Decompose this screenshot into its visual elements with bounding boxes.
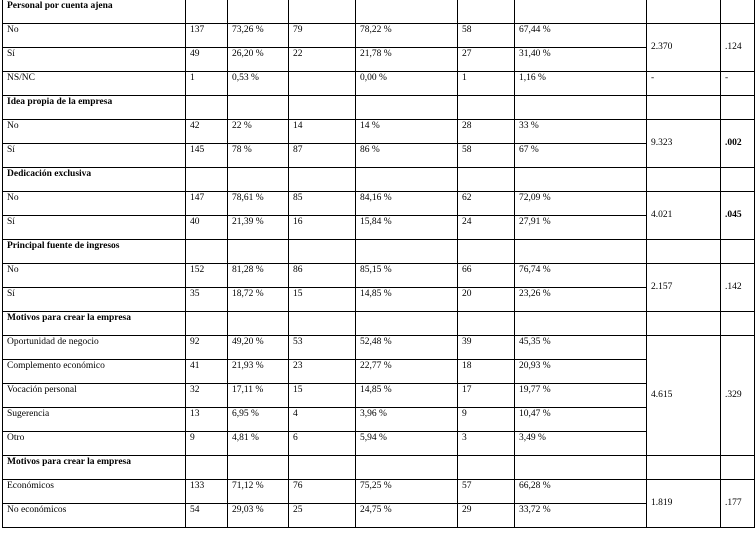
count-group-2: 28 [458, 120, 515, 144]
empty-cell [356, 0, 458, 24]
empty-cell [228, 96, 289, 120]
count-group-1: 15 [289, 288, 356, 312]
p-value: .177 [721, 480, 755, 528]
count-total: 54 [186, 504, 228, 528]
row-label: Oportunidad de negocio [3, 336, 186, 360]
table-row [3, 408, 755, 432]
empty-cell [186, 0, 228, 24]
p-value: .045 [721, 192, 755, 240]
row-label: No [3, 120, 186, 144]
table-body [3, 0, 755, 528]
percent-group-1: 85,15 % [356, 264, 458, 288]
count-total: 32 [186, 384, 228, 408]
percent-group-2: 10,47 % [515, 408, 647, 432]
chi-square-value: 9.323 [647, 120, 721, 168]
percent-total: 18,72 % [228, 288, 289, 312]
row-label: No [3, 24, 186, 48]
row-label: Sí [3, 216, 186, 240]
empty-cell [458, 456, 515, 480]
table-row [3, 48, 755, 72]
p-value: .142 [721, 264, 755, 312]
percent-group-2: 66,28 % [515, 480, 647, 504]
row-label: Sí [3, 288, 186, 312]
percent-group-1: 78,22 % [356, 24, 458, 48]
percent-total: 29,03 % [228, 504, 289, 528]
p-value: .002 [721, 120, 755, 168]
count-group-2: 62 [458, 192, 515, 216]
empty-cell [647, 456, 721, 480]
empty-cell [186, 312, 228, 336]
section-title: Idea propia de la empresa [3, 96, 186, 120]
percent-group-2: 33,72 % [515, 504, 647, 528]
section-header-row [3, 240, 755, 264]
empty-cell [515, 240, 647, 264]
percent-total: 4,81 % [228, 432, 289, 456]
count-group-1: 87 [289, 144, 356, 168]
row-label: No [3, 264, 186, 288]
count-total: 13 [186, 408, 228, 432]
row-label: No económicos [3, 504, 186, 528]
empty-cell [721, 0, 755, 24]
empty-cell [186, 96, 228, 120]
percent-total: 71,12 % [228, 480, 289, 504]
table-row [3, 336, 755, 360]
count-group-1: 25 [289, 504, 356, 528]
count-total: 42 [186, 120, 228, 144]
row-label: Otro [3, 432, 186, 456]
percent-group-1: 52,48 % [356, 336, 458, 360]
section-title: Dedicación exclusiva [3, 168, 186, 192]
section-header-row [3, 168, 755, 192]
empty-cell [228, 0, 289, 24]
statistics-table [2, 0, 755, 528]
count-group-1: 53 [289, 336, 356, 360]
extra-row-chi: - [647, 72, 721, 96]
count-group-1: 14 [289, 120, 356, 144]
percent-group-1: 14,85 % [356, 288, 458, 312]
percent-total: 78,61 % [228, 192, 289, 216]
empty-cell [515, 312, 647, 336]
percent-total: 22 % [228, 120, 289, 144]
empty-cell [289, 0, 356, 24]
count-group-1: 16 [289, 216, 356, 240]
empty-cell [356, 96, 458, 120]
table-row [3, 504, 755, 528]
row-label: Económicos [3, 480, 186, 504]
percent-group-1: 3,96 % [356, 408, 458, 432]
count-total: 147 [186, 192, 228, 216]
percent-group-1: 84,16 % [356, 192, 458, 216]
percent-group-1: 14 % [356, 120, 458, 144]
empty-cell [289, 456, 356, 480]
percent-group-2: 27,91 % [515, 216, 647, 240]
extra-row-c3: 1 [458, 72, 515, 96]
table-row [3, 144, 755, 168]
table-row [3, 480, 755, 504]
empty-cell [458, 240, 515, 264]
count-group-1: 76 [289, 480, 356, 504]
section-title: Motivos para crear la empresa [3, 312, 186, 336]
empty-cell [458, 168, 515, 192]
empty-cell [289, 240, 356, 264]
count-group-1: 6 [289, 432, 356, 456]
count-group-2: 29 [458, 504, 515, 528]
percent-total: 73,26 % [228, 24, 289, 48]
percent-group-2: 23,26 % [515, 288, 647, 312]
empty-cell [228, 168, 289, 192]
percent-total: 6,95 % [228, 408, 289, 432]
percent-group-2: 31,40 % [515, 48, 647, 72]
section-title: Motivos para crear la empresa [3, 456, 186, 480]
empty-cell [515, 168, 647, 192]
percent-group-1: 5,94 % [356, 432, 458, 456]
section-header-row [3, 96, 755, 120]
row-label: Sí [3, 144, 186, 168]
count-total: 9 [186, 432, 228, 456]
count-group-1: 4 [289, 408, 356, 432]
chi-square-value: 2.370 [647, 24, 721, 72]
count-group-2: 58 [458, 144, 515, 168]
count-group-1: 22 [289, 48, 356, 72]
empty-cell [721, 168, 755, 192]
empty-cell [186, 456, 228, 480]
empty-cell [647, 168, 721, 192]
percent-total: 21,39 % [228, 216, 289, 240]
percent-total: 78 % [228, 144, 289, 168]
extra-row-p1: 0,53 % [228, 72, 289, 96]
count-group-1: 86 [289, 264, 356, 288]
extra-row-p2: 0,00 % [356, 72, 458, 96]
count-group-2: 24 [458, 216, 515, 240]
extra-row-c1: 1 [186, 72, 228, 96]
percent-total: 49,20 % [228, 336, 289, 360]
empty-cell [721, 96, 755, 120]
empty-cell [186, 240, 228, 264]
extra-row-p3: 1,16 % [515, 72, 647, 96]
empty-cell [356, 240, 458, 264]
extra-row-p: - [721, 72, 755, 96]
percent-group-2: 67,44 % [515, 24, 647, 48]
table-row [3, 432, 755, 456]
extra-row-c2 [289, 72, 356, 96]
count-total: 145 [186, 144, 228, 168]
chi-square-value: 4.021 [647, 192, 721, 240]
count-group-2: 57 [458, 480, 515, 504]
percent-group-2: 72,09 % [515, 192, 647, 216]
count-group-2: 58 [458, 24, 515, 48]
percent-group-1: 14,85 % [356, 384, 458, 408]
count-group-2: 18 [458, 360, 515, 384]
empty-cell [289, 168, 356, 192]
empty-cell [289, 96, 356, 120]
empty-cell [458, 312, 515, 336]
row-label: No [3, 192, 186, 216]
percent-group-1: 21,78 % [356, 48, 458, 72]
count-group-1: 15 [289, 384, 356, 408]
count-group-2: 39 [458, 336, 515, 360]
row-label: Sí [3, 48, 186, 72]
empty-cell [356, 456, 458, 480]
percent-group-1: 75,25 % [356, 480, 458, 504]
table-row [3, 216, 755, 240]
empty-cell [647, 240, 721, 264]
empty-cell [228, 240, 289, 264]
count-total: 49 [186, 48, 228, 72]
section-header-row [3, 0, 755, 24]
chi-square-value: 4.615 [647, 336, 721, 456]
section-header-row [3, 456, 755, 480]
percent-group-1: 15,84 % [356, 216, 458, 240]
empty-cell [186, 168, 228, 192]
table-row [3, 360, 755, 384]
table-row [3, 192, 755, 216]
empty-cell [721, 456, 755, 480]
percent-total: 26,20 % [228, 48, 289, 72]
section-header-row [3, 312, 755, 336]
row-label: Sugerencia [3, 408, 186, 432]
count-total: 35 [186, 288, 228, 312]
percent-group-2: 3,49 % [515, 432, 647, 456]
empty-cell [356, 312, 458, 336]
empty-cell [228, 312, 289, 336]
empty-cell [647, 0, 721, 24]
percent-group-1: 24,75 % [356, 504, 458, 528]
percent-total: 81,28 % [228, 264, 289, 288]
empty-cell [721, 312, 755, 336]
count-total: 92 [186, 336, 228, 360]
table-row [3, 72, 755, 96]
empty-cell [647, 96, 721, 120]
table-row [3, 264, 755, 288]
percent-group-2: 19,77 % [515, 384, 647, 408]
empty-cell [289, 312, 356, 336]
count-group-2: 3 [458, 432, 515, 456]
table-row [3, 288, 755, 312]
percent-group-1: 86 % [356, 144, 458, 168]
empty-cell [515, 0, 647, 24]
count-group-2: 17 [458, 384, 515, 408]
table-row [3, 384, 755, 408]
count-total: 133 [186, 480, 228, 504]
empty-cell [721, 240, 755, 264]
empty-cell [458, 96, 515, 120]
chi-square-value: 1.819 [647, 480, 721, 528]
percent-total: 21,93 % [228, 360, 289, 384]
extra-row-label: NS/NC [3, 72, 186, 96]
count-group-2: 9 [458, 408, 515, 432]
count-group-2: 20 [458, 288, 515, 312]
row-label: Complemento económico [3, 360, 186, 384]
count-group-2: 27 [458, 48, 515, 72]
empty-cell [356, 168, 458, 192]
count-group-1: 23 [289, 360, 356, 384]
table-row [3, 24, 755, 48]
row-label: Vocación personal [3, 384, 186, 408]
table-row [3, 120, 755, 144]
percent-group-1: 22,77 % [356, 360, 458, 384]
count-total: 40 [186, 216, 228, 240]
count-total: 137 [186, 24, 228, 48]
count-group-1: 79 [289, 24, 356, 48]
percent-total: 17,11 % [228, 384, 289, 408]
p-value: .124 [721, 24, 755, 72]
percent-group-2: 45,35 % [515, 336, 647, 360]
percent-group-2: 76,74 % [515, 264, 647, 288]
chi-square-value: 2.157 [647, 264, 721, 312]
empty-cell [515, 456, 647, 480]
empty-cell [458, 0, 515, 24]
count-group-2: 66 [458, 264, 515, 288]
section-title: Personal por cuenta ajena [3, 0, 186, 24]
p-value: .329 [721, 336, 755, 456]
count-group-1: 85 [289, 192, 356, 216]
empty-cell [228, 456, 289, 480]
section-title: Principal fuente de ingresos [3, 240, 186, 264]
percent-group-2: 20,93 % [515, 360, 647, 384]
empty-cell [515, 96, 647, 120]
count-total: 152 [186, 264, 228, 288]
percent-group-2: 33 % [515, 120, 647, 144]
empty-cell [647, 312, 721, 336]
count-total: 41 [186, 360, 228, 384]
percent-group-2: 67 % [515, 144, 647, 168]
